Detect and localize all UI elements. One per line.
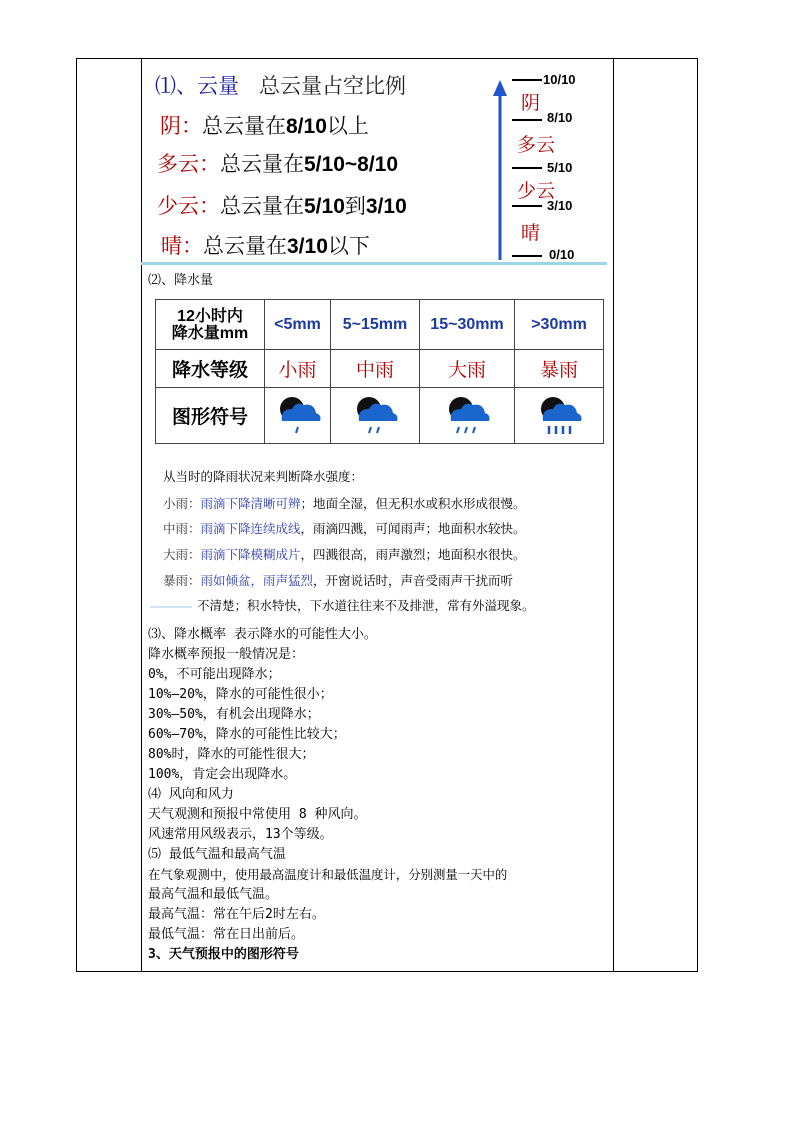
- note-highlight: 雨如倾盆，雨声猛烈: [200, 573, 314, 588]
- scale-tick: [512, 119, 542, 121]
- scale-word-partly: 少云: [517, 180, 556, 202]
- level-cell: 大雨: [420, 350, 515, 388]
- amount-cell: 5~15mm: [331, 300, 420, 350]
- note-rainstorm-continued: 不清楚；积水特快，下水道往往来不及排泄，常有外溢现象。: [197, 598, 535, 613]
- note-key: 大雨：: [163, 547, 201, 562]
- cloud-row-tail: 以下: [327, 234, 370, 258]
- scale-label-3-10: 3/10: [547, 198, 573, 213]
- text-line: 60%—70%，降水的可能性比较大；: [148, 727, 346, 742]
- cloud-row-text: 总云量在: [220, 194, 304, 218]
- symbol-cell: [331, 388, 420, 444]
- cloud-row-text: 总云量在: [220, 152, 304, 176]
- note-key: 暴雨：: [163, 573, 201, 588]
- cloud-row-mid: 到: [344, 194, 366, 218]
- column-divider-right: [613, 58, 614, 972]
- column-divider-left: [141, 58, 142, 972]
- forecast-notes-block: [148, 625, 507, 965]
- light-rain-icon: [270, 389, 326, 439]
- cloud-row-text: 总云量在: [202, 114, 286, 138]
- level-cell: 小雨: [265, 350, 331, 388]
- note-key: 小雨：: [163, 496, 201, 511]
- up-arrow-icon: [490, 80, 510, 262]
- scale-tick: [512, 79, 542, 81]
- cloud-row-key: 阴：: [160, 114, 202, 138]
- text-line: 降水概率预报一般情况是：: [148, 647, 305, 662]
- cloud-row-tail: 以上: [326, 114, 369, 138]
- note-heavy-rain: [163, 545, 526, 563]
- text-line: 最低气温：常在日出前后。: [148, 927, 305, 942]
- amount-row-label: [156, 300, 265, 350]
- section-separator: [141, 262, 607, 265]
- text-line: 在气象观测中，使用最高温度计和最低温度计，分别测量一天中的: [148, 867, 508, 882]
- note-key: 中雨：: [163, 521, 201, 536]
- cloud-row-partly: [157, 190, 407, 220]
- scale-tick: [512, 167, 542, 169]
- text-line: ⑸ 最低气温和最高气温: [148, 847, 286, 862]
- note-light-rain: [163, 494, 526, 512]
- scale-word-clear: 晴: [521, 222, 541, 244]
- cloud-row-number-2: 3/10: [365, 195, 407, 218]
- cloud-row-clear: [161, 230, 370, 260]
- scale-label-10-10: 10/10: [543, 72, 576, 87]
- note-moderate-rain: [163, 519, 526, 537]
- cloud-row-key: 多云：: [157, 152, 220, 176]
- level-cell: 暴雨: [515, 350, 604, 388]
- note-rest: ；地面全湿，但无积水或积水形成很慢。: [300, 496, 526, 511]
- cloud-row-cloudy: [157, 148, 398, 178]
- text-line: 天气观测和预报中常使用 8 种风向。: [148, 807, 367, 822]
- symbol-row-label: 图形符号: [156, 388, 265, 444]
- note-indent-mark: [150, 606, 192, 608]
- scale-label-5-10: 5/10: [547, 160, 573, 175]
- cloud-row-number: 5/10: [304, 195, 345, 218]
- moderate-rain-icon: [347, 389, 403, 439]
- note-rest: ，雨滴四溅，可闻雨声；地面积水较快。: [300, 521, 526, 536]
- amount-cell: >30mm: [515, 300, 604, 350]
- scale-word-cloudy: 多云: [517, 134, 556, 156]
- amount-cell: <5mm: [265, 300, 331, 350]
- level-cell: 中雨: [331, 350, 420, 388]
- cloud-cover-heading: [155, 70, 406, 100]
- scale-tick: [512, 205, 542, 207]
- precip-table: [155, 299, 604, 444]
- cloud-row-number: 5/10~8/10: [304, 153, 399, 176]
- note-rest: ，四溅很高，雨声激烈；地面积水很快。: [300, 547, 526, 562]
- text-line: 最高气温：常在午后2时左右。: [148, 907, 325, 922]
- note-rainstorm: [163, 571, 513, 589]
- cloud-row-key: 晴：: [161, 234, 203, 258]
- text-line: 0%，不可能出现降水；: [148, 667, 281, 682]
- amount-label-line1: 12小时内: [177, 307, 243, 325]
- heavy-rain-icon: [439, 389, 495, 439]
- text-line: 最高气温和最低气温。: [148, 887, 279, 902]
- amount-cell: 15~30mm: [420, 300, 515, 350]
- level-row-label: 降水等级: [156, 350, 265, 388]
- text-line: ⑷ 风向和风力: [148, 787, 234, 802]
- text-line: 80%时，降水的可能性很大；: [148, 747, 315, 762]
- note-highlight: 雨滴下降模糊成片: [200, 547, 301, 562]
- text-line: 30%—50%，有机会出现降水；: [148, 707, 320, 722]
- scale-tick: [512, 255, 542, 257]
- scale-label-0-10: 0/10: [549, 247, 575, 262]
- section-heading-symbols: 3、天气预报中的图形符号: [148, 947, 299, 962]
- cloud-row-overcast: [160, 110, 369, 140]
- text-line: 风速常用风级表示，13个等级。: [148, 827, 333, 842]
- cloud-title: ⑴、云量: [155, 74, 239, 98]
- symbol-cell: [265, 388, 331, 444]
- cloud-row-text: 总云量在: [203, 234, 287, 258]
- note-highlight: 雨滴下降连续成线: [200, 521, 301, 536]
- note-rest: ，开窗说话时，声音受雨声干扰而听: [313, 573, 514, 588]
- notes-intro: 从当时的降雨状况来判断降水强度：: [163, 469, 364, 484]
- note-highlight: 雨滴下降清晰可辨: [200, 496, 301, 511]
- cloud-row-number: 3/10: [287, 235, 328, 258]
- cloud-row-key: 少云：: [157, 194, 220, 218]
- precip-heading: ⑵、降水量: [148, 273, 214, 288]
- text-line: ⑶、降水概率 表示降水的可能性大小。: [148, 627, 377, 642]
- text-line: 10%—20%，降水的可能性很小；: [148, 687, 333, 702]
- amount-label-line2: 降水量mm: [171, 324, 249, 342]
- scale-label-8-10: 8/10: [547, 110, 573, 125]
- cloud-subtitle: 总云量占空比例: [259, 74, 406, 98]
- text-line: 100%，肯定会出现降水。: [148, 767, 297, 782]
- cloud-row-number: 8/10: [286, 115, 327, 138]
- symbol-cell: [515, 388, 604, 444]
- rainstorm-icon: [531, 389, 587, 439]
- scale-word-overcast: 阴: [521, 92, 541, 114]
- symbol-cell: [420, 388, 515, 444]
